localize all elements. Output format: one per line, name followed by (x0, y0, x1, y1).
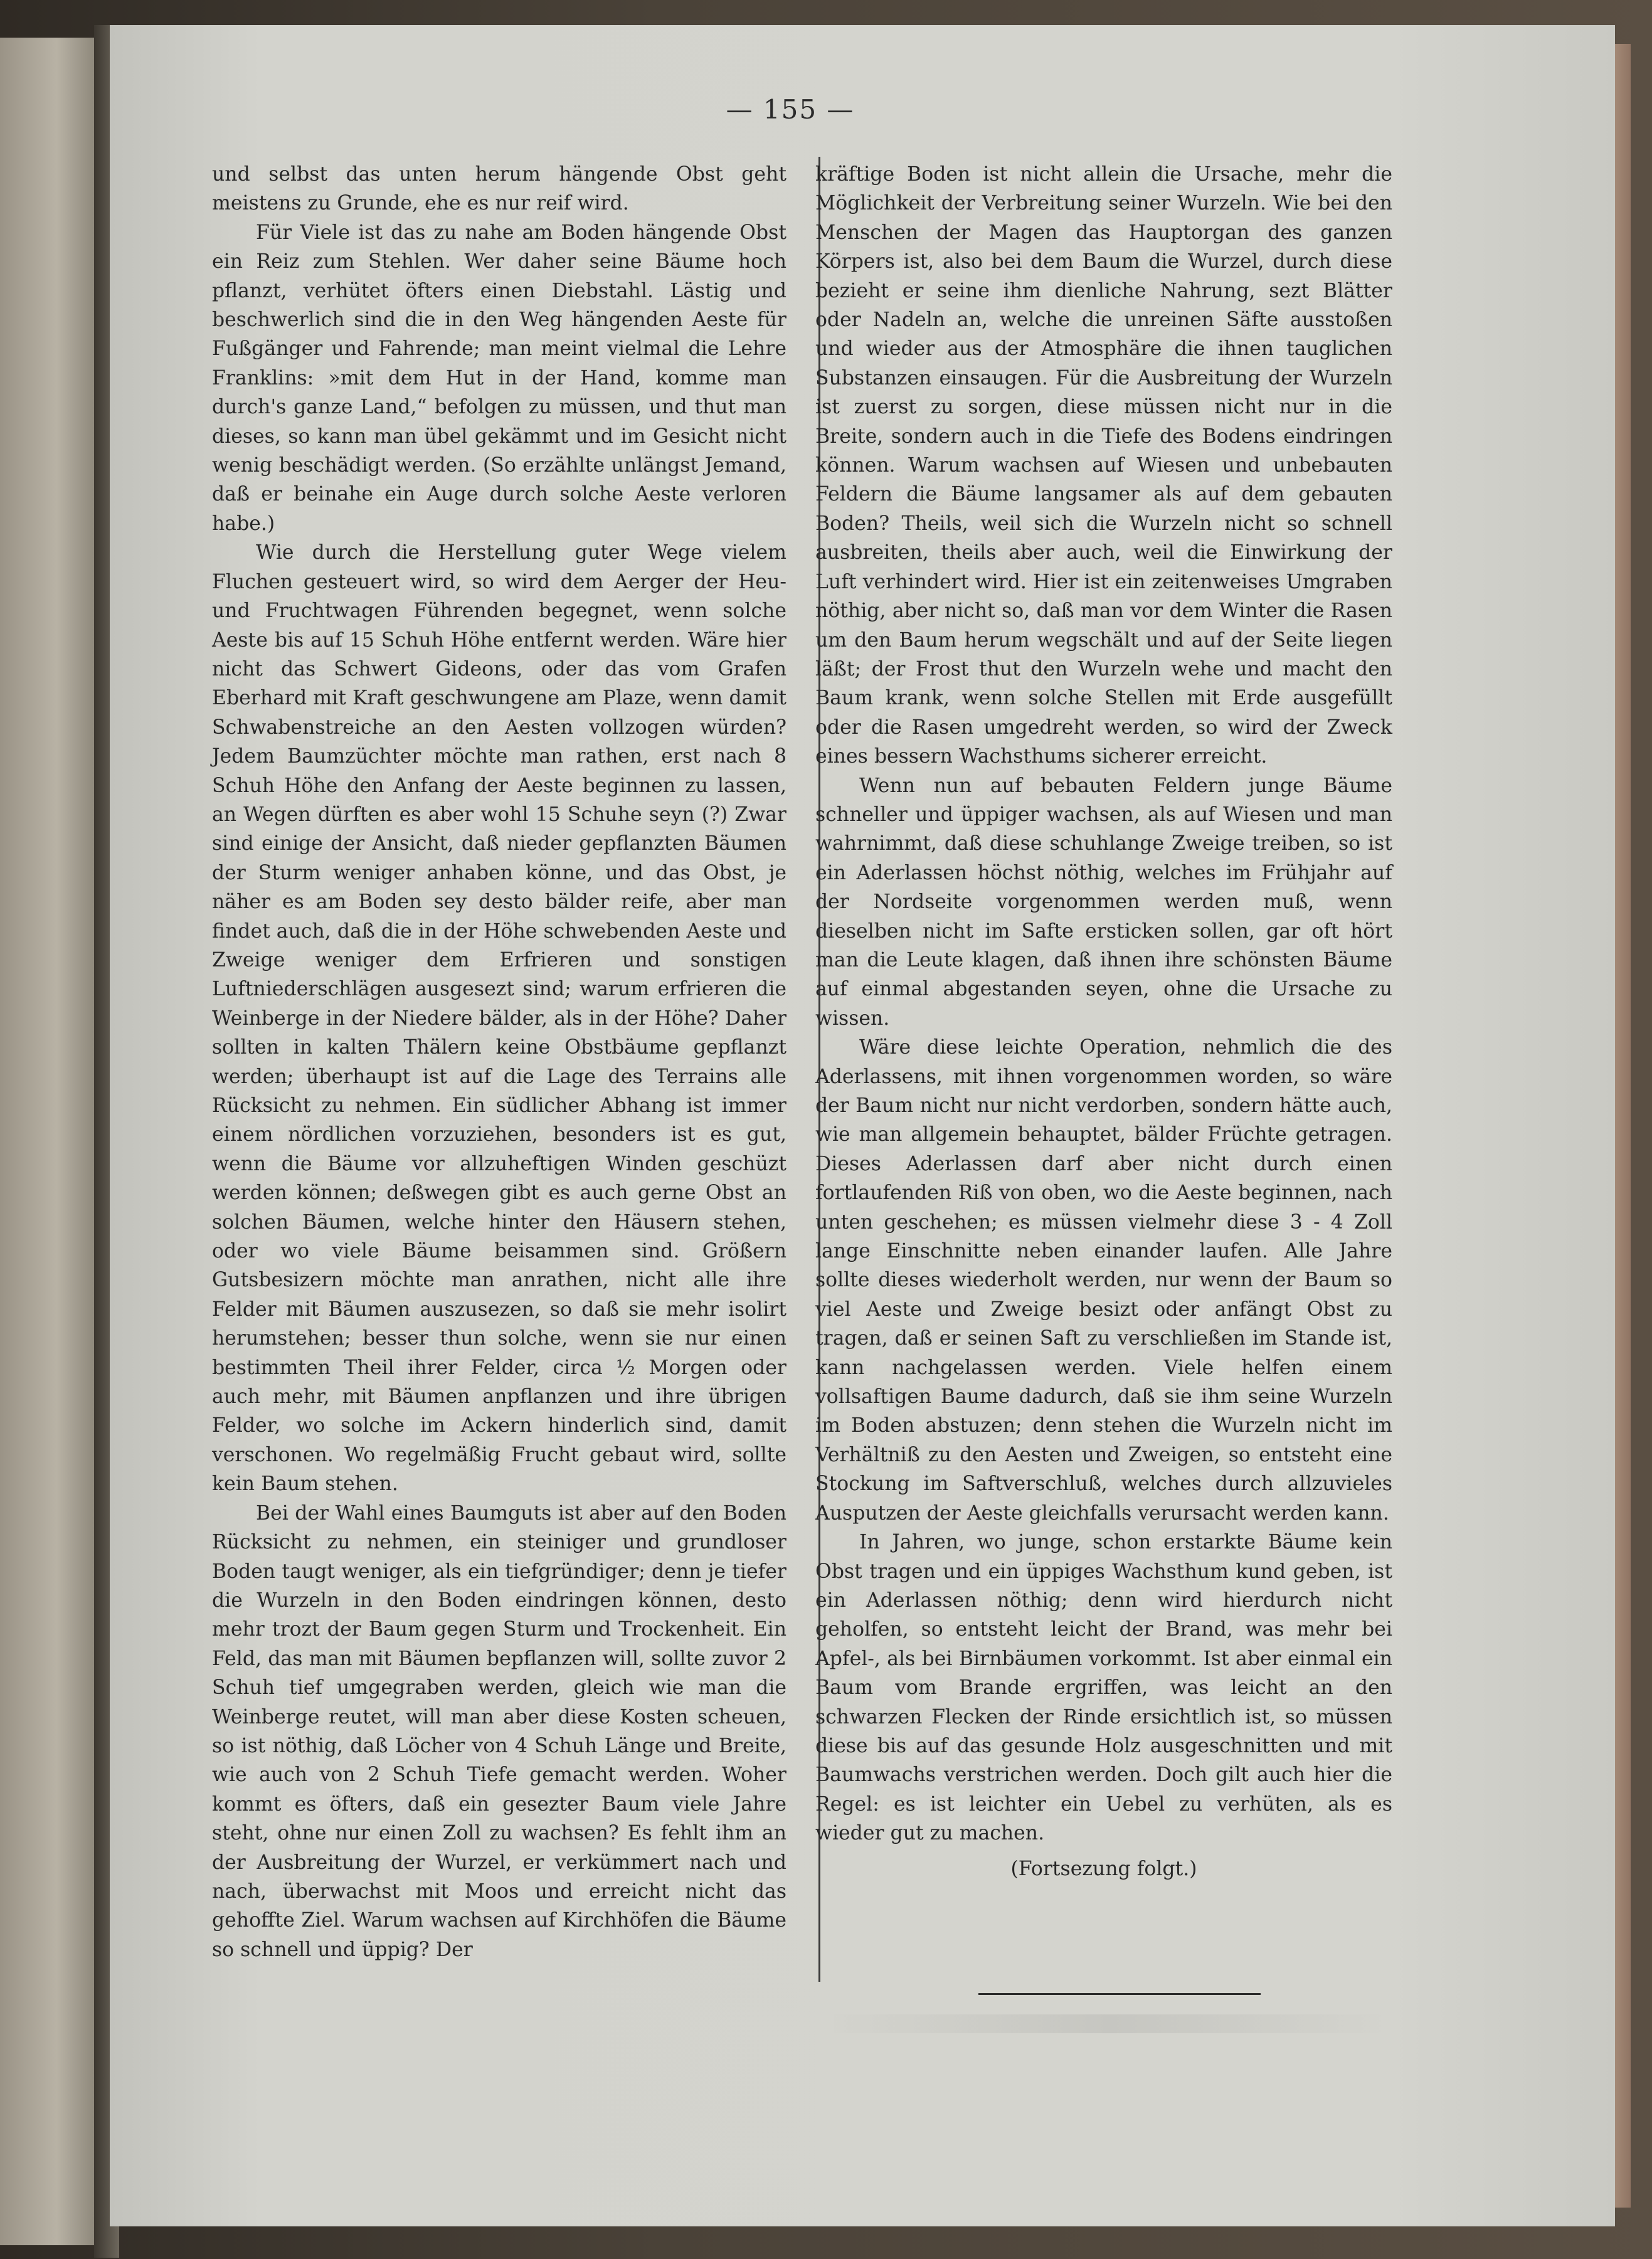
page-number: — 155 — (726, 94, 855, 125)
continuation-note: (Fortsezung folgt.) (1010, 1857, 1197, 1880)
left-page-edge (0, 38, 94, 2245)
paragraph: Wäre diese leichte Operation, nehmlich die des Aderlassens, mit ihnen vorgenommen worden, so wäre der Baum nicht nur nicht verdorben, sondern hätte auch, wie man allgemein behauptet, bälder Früchte getragen. Dieses Aderlassen darf aber nicht durch einen fortlaufenden Riß von oben, wo die Aeste beginnen, nach unten geschehen; es müssen vielmehr diese 3 - 4 Zoll lange Einschnitte neben einander laufen. Alle Jahre sollte dieses wiederholt werden, nur wenn der Baum so viel Aeste und Zweige besizt oder anfängt Obst zu tragen, daß er seinen Saft zu verschließen im Stande ist, kann nachgelassen werden. Viele helfen einem vollsaftigen Baume dadurch, daß sie ihm seine Wurzeln im Boden abstuzen; denn stehen die Wurzeln nicht im Verhältniß zu den Aesten und Zweigen, so entsteht eine Stockung im Saftverschluß, welches durch allzuvieles Ausputzen der Aeste gleichfalls verursacht werden kann. (815, 1036, 1392, 1525)
left-text-column (212, 160, 786, 1964)
bleed-through-shadow (828, 2014, 1392, 2033)
paragraph: Wie durch die Herstellung guter Wege vielem Fluchen gesteuert wird, so wird dem Aerger der Heu- und Fruchtwagen Führenden begegnet, wenn solche Aeste bis auf 15 Schuh Höhe entfernt werden. Wäre hier nicht das Schwert Gideons, oder das vom Grafen Eberhard mit Kraft geschwungene am Plaze, wenn damit Schwabenstreiche an den Aesten vollzogen würden? Jedem Baumzüchter möchte man rathen, erst nach 8 Schuh Höhe den Anfang der Aeste beginnen zu lassen, an Wegen dürften es aber wohl 15 Schuhe seyn (?) Zwar sind einige der Ansicht, daß nieder gepflanzten Bäumen der Sturm weniger anhaben könne, und das Obst, je näher es am Boden sey desto bälder reife, aber man findet auch, daß die in der Höhe schwebenden Aeste und Zweige weniger dem Erfrieren und sonstigen Luftniederschlägen ausgesezt sind; warum erfrieren die Weinberge in der Niedere bälder, als in der Höhe? Daher sollten in kalten Thälern keine Obstbäume gepflanzt werden; überhaupt ist auf die Lage des Terrains alle Rücksicht zu nehmen. Ein südlicher Abhang ist immer einem nördlichen vorzuziehen, besonders ist es gut, wenn die Bäume vor allzuheftigen Winden geschüzt werden können; deßwegen gibt es auch gerne Obst an solchen Bäumen, welche hinter den Häusern stehen, oder wo viele Bäume beisammen sind. Größern Gutsbesizern möchte man anrathen, nicht alle ihre Felder mit Bäumen auszusezen, so daß sie mehr isolirt herumstehen; besser thun solche, wenn sie nur einen bestimmten Theil ihrer Felder, circa ½ Morgen oder auch mehr, mit Bäumen anpflanzen und ihre übrigen Felder, wo solche im Ackern hinderlich sind, damit verschonen. Wo regelmäßig Frucht gebaut wird, sollte kein Baum stehen. (212, 541, 786, 1496)
end-rule (978, 1993, 1261, 1995)
paragraph: Für Viele ist das zu nahe am Boden hängende Obst ein Reiz zum Stehlen. Wer daher seine Bäume hoch pflanzt, verhütet öfters einen Diebstahl. Lästig und beschwerlich sind die in den Weg hängenden Aeste für Fußgänger und Fahrende; man meint vielmal die Lehre Franklins: »mit dem Hut in der Hand, komme man durch's ganze Land,“ befolgen zu müssen, und thut man dieses, so kann man übel gekämmt und im Gesicht nicht wenig beschädigt werden. (So erzählte unlängst Jemand, daß er beinahe ein Auge durch solche Aeste verloren habe.) (212, 221, 786, 535)
paragraph: Wenn nun auf bebauten Feldern junge Bäume schneller und üppiger wachsen, als auf Wiesen und man wahrnimmt, daß diese schuhlange Zweige treiben, so ist ein Aderlassen höchst nöthig, welches im Frühjahr auf der Nordseite vorgenommen werden muß, wenn dieselben nicht im Safte ersticken sollen, gar oft hört man die Leute klagen, daß ihnen ihre schönsten Bäume auf einmal abgestanden seyen, ohne die Ursache zu wissen. (815, 774, 1392, 1030)
paragraph: In Jahren, wo junge, schon erstarkte Bäume kein Obst tragen und ein üppiges Wachsthum kund geben, ist ein Aderlassen nöthig; denn wird hierdurch nicht geholfen, so entsteht leicht der Brand, was mehr bei Apfel-, als bei Birnbäumen vorkommt. Ist aber einmal ein Baum vom Brande ergriffen, was leicht an den schwarzen Flecken der Rinde ersichtlich ist, so müssen diese bis auf das gesunde Holz ausgeschnitten und mit Baumwachs verstrichen werden. Doch gilt auch hier die Regel: es ist leichter ein Uebel zu verhüten, als es wieder gut zu machen. (815, 1531, 1392, 1845)
paragraph: kräftige Boden ist nicht allein die Ursache, mehr die Möglichkeit der Verbreitung seiner Wurzeln. Wie bei den Menschen der Magen das Hauptorgan des ganzen Körpers ist, also bei dem Baum die Wurzel, durch diese bezieht er seine ihm dienliche Nahrung, sezt Blätter oder Nadeln an, welche die unreinen Säfte ausstoßen und wieder aus der Atmosphäre die ihnen tauglichen Substanzen einsaugen. Für die Ausbreitung der Wurzeln ist zuerst zu sorgen, diese müssen nicht nur in die Breite, sondern auch in die Tiefe des Bodens eindringen können. Warum wachsen auf Wiesen und unbebauten Feldern die Bäume langsamer als auf dem gebauten Boden? Theils, weil sich die Wurzeln nicht so schnell ausbreiten, theils aber auch, weil die Einwirkung der Luft verhindert wird. Hier ist ein zeitenweises Umgraben nöthig, aber nicht so, daß man vor dem Winter die Rasen um den Baum herum wegschält und auf der Seite liegen läßt; der Frost thut den Wurzeln wehe und macht den Baum krank, wenn solche Stellen mit Erde ausgefüllt oder die Rasen umgedreht werden, so wird der Zweck eines bessern Wachsthums sicherer erreicht. (815, 163, 1392, 768)
paragraph: und selbst das unten herum hängende Obst geht meistens zu Grunde, ehe es nur reif wird. (212, 163, 786, 215)
right-text-column (815, 160, 1392, 1883)
paragraph: Bei der Wahl eines Baumguts ist aber auf den Boden Rücksicht zu nehmen, ein steiniger und grundloser Boden taugt weniger, als ein tiefgründiger; denn je tiefer die Wurzeln in den Boden eindringen können, desto mehr trozt der Baum gegen Sturm und Trockenheit. Ein Feld, das man mit Bäumen bepflanzen will, sollte zuvor 2 Schuh tief umgegraben werden, gleich wie man die Weinberge reutet, will man aber diese Kosten scheuen, so ist nöthig, daß Löcher von 4 Schuh Länge und Breite, wie auch von 2 Schuh Tiefe gemacht werden. Woher kommt es öfters, daß ein gesezter Baum viele Jahre steht, ohne nur einen Zoll zu wachsen? Es fehlt ihm an der Ausbreitung der Wurzel, er verkümmert nach und nach, überwachst mit Moos und erreicht nicht das gehoffte Ziel. Warum wachsen auf Kirchhöfen die Bäume so schnell und üppig? Der (212, 1501, 786, 1961)
